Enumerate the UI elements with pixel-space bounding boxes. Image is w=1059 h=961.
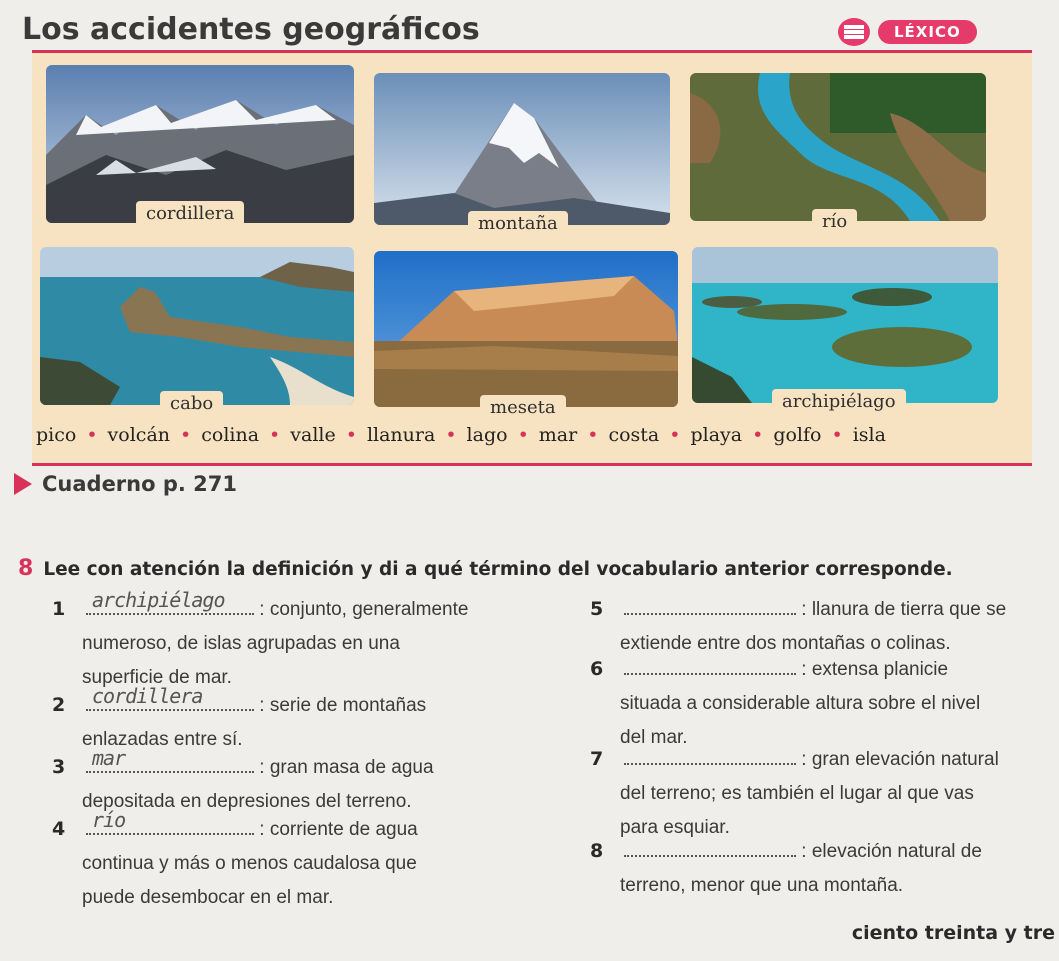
cuaderno-label: Cuaderno p. 271 bbox=[42, 472, 238, 496]
vocabulary-word: colina bbox=[201, 424, 260, 446]
answer-field-5[interactable] bbox=[624, 595, 796, 615]
bullet-separator: • bbox=[180, 424, 192, 446]
answer-field-2[interactable]: cordillera bbox=[86, 691, 254, 711]
vocabulary-word: lago bbox=[466, 424, 508, 446]
page-footer: ciento treinta y tre bbox=[851, 922, 1055, 944]
mountain-range-photo bbox=[46, 65, 354, 223]
exercise-heading bbox=[18, 556, 953, 581]
cuaderno-link[interactable] bbox=[14, 472, 237, 496]
exercise-item-8: 8 : elevación natural de terreno, menor que una montaña. bbox=[590, 834, 982, 903]
caption-5: archipiélago bbox=[772, 389, 906, 414]
exercise-item-1: 1 archipiélago : conjunto, generalmente numeroso, de islas agrupadas en una superficie de mar. bbox=[52, 588, 469, 688]
bullet-separator: • bbox=[445, 424, 457, 446]
exercise-item-4: 4 río : corriente de agua continua y más o menos caudalosa que puede desembocar en el mar. bbox=[52, 808, 418, 908]
vocabulary-list bbox=[36, 424, 886, 446]
caption-4: meseta bbox=[480, 395, 566, 420]
bullet-separator: • bbox=[669, 424, 681, 446]
exercise-item-6: 6 : extensa planicie situada a considerable altura sobre el nivel del mar. bbox=[590, 652, 980, 755]
exercise-instruction: Lee con atención la definición y di a qué término del vocabulario anterior corresponde. bbox=[43, 559, 953, 580]
caption-1: montaña bbox=[468, 211, 568, 236]
vocabulary-word: llanura bbox=[366, 424, 436, 446]
bullet-separator: • bbox=[752, 424, 764, 446]
vocabulary-word: isla bbox=[852, 424, 886, 446]
vocabulary-word: costa bbox=[608, 424, 660, 446]
answer-field-1[interactable]: archipiélago bbox=[86, 595, 254, 615]
answer-field-8[interactable] bbox=[624, 837, 796, 857]
bullet-separator: • bbox=[587, 424, 599, 446]
caption-2: río bbox=[812, 209, 857, 234]
vocabulary-word: pico bbox=[36, 424, 77, 446]
vocabulary-word: mar bbox=[538, 424, 578, 446]
answer-field-6[interactable] bbox=[624, 655, 796, 675]
lexico-badge bbox=[838, 18, 977, 46]
lexico-label: LÉXICO bbox=[878, 20, 977, 44]
bullet-separator: • bbox=[269, 424, 281, 446]
book-stack-icon bbox=[838, 18, 870, 46]
bullet-separator: • bbox=[86, 424, 98, 446]
answer-field-4[interactable]: río bbox=[86, 815, 254, 835]
vocabulary-word: valle bbox=[290, 424, 336, 446]
exercise-item-2: 2 cordillera : serie de montañas enlazadas entre sí. bbox=[52, 684, 427, 750]
cape-photo bbox=[40, 247, 354, 405]
exercise-number: 8 bbox=[18, 556, 34, 581]
caption-0: cordillera bbox=[136, 201, 244, 226]
caption-3: cabo bbox=[160, 391, 223, 416]
vocabulary-word: playa bbox=[690, 424, 743, 446]
answer-field-3[interactable]: mar bbox=[86, 753, 254, 773]
play-arrow-icon bbox=[14, 473, 32, 495]
archipelago-photo bbox=[692, 247, 998, 403]
bullet-separator: • bbox=[517, 424, 529, 446]
exercise-item-3: 3 mar : gran masa de agua depositada en depresiones del terreno. bbox=[52, 746, 434, 812]
vocabulary-word: golfo bbox=[773, 424, 822, 446]
exercise-item-7: 7 : gran elevación natural del terreno; es también el lugar al que vas para esquiar. bbox=[590, 742, 999, 845]
bullet-separator: • bbox=[831, 424, 843, 446]
bullet-separator: • bbox=[345, 424, 357, 446]
page-title: Los accidentes geográficos bbox=[22, 12, 480, 47]
vocabulary-word: volcán bbox=[107, 424, 171, 446]
exercise-item-5: 5 : llanura de tierra que se extiende entre dos montañas o colinas. bbox=[590, 592, 1006, 661]
mountain-peak-photo bbox=[374, 73, 670, 225]
vocabulary-panel bbox=[32, 50, 1032, 466]
answer-field-7[interactable] bbox=[624, 745, 796, 765]
plateau-photo bbox=[374, 251, 678, 407]
river-photo bbox=[690, 73, 986, 221]
